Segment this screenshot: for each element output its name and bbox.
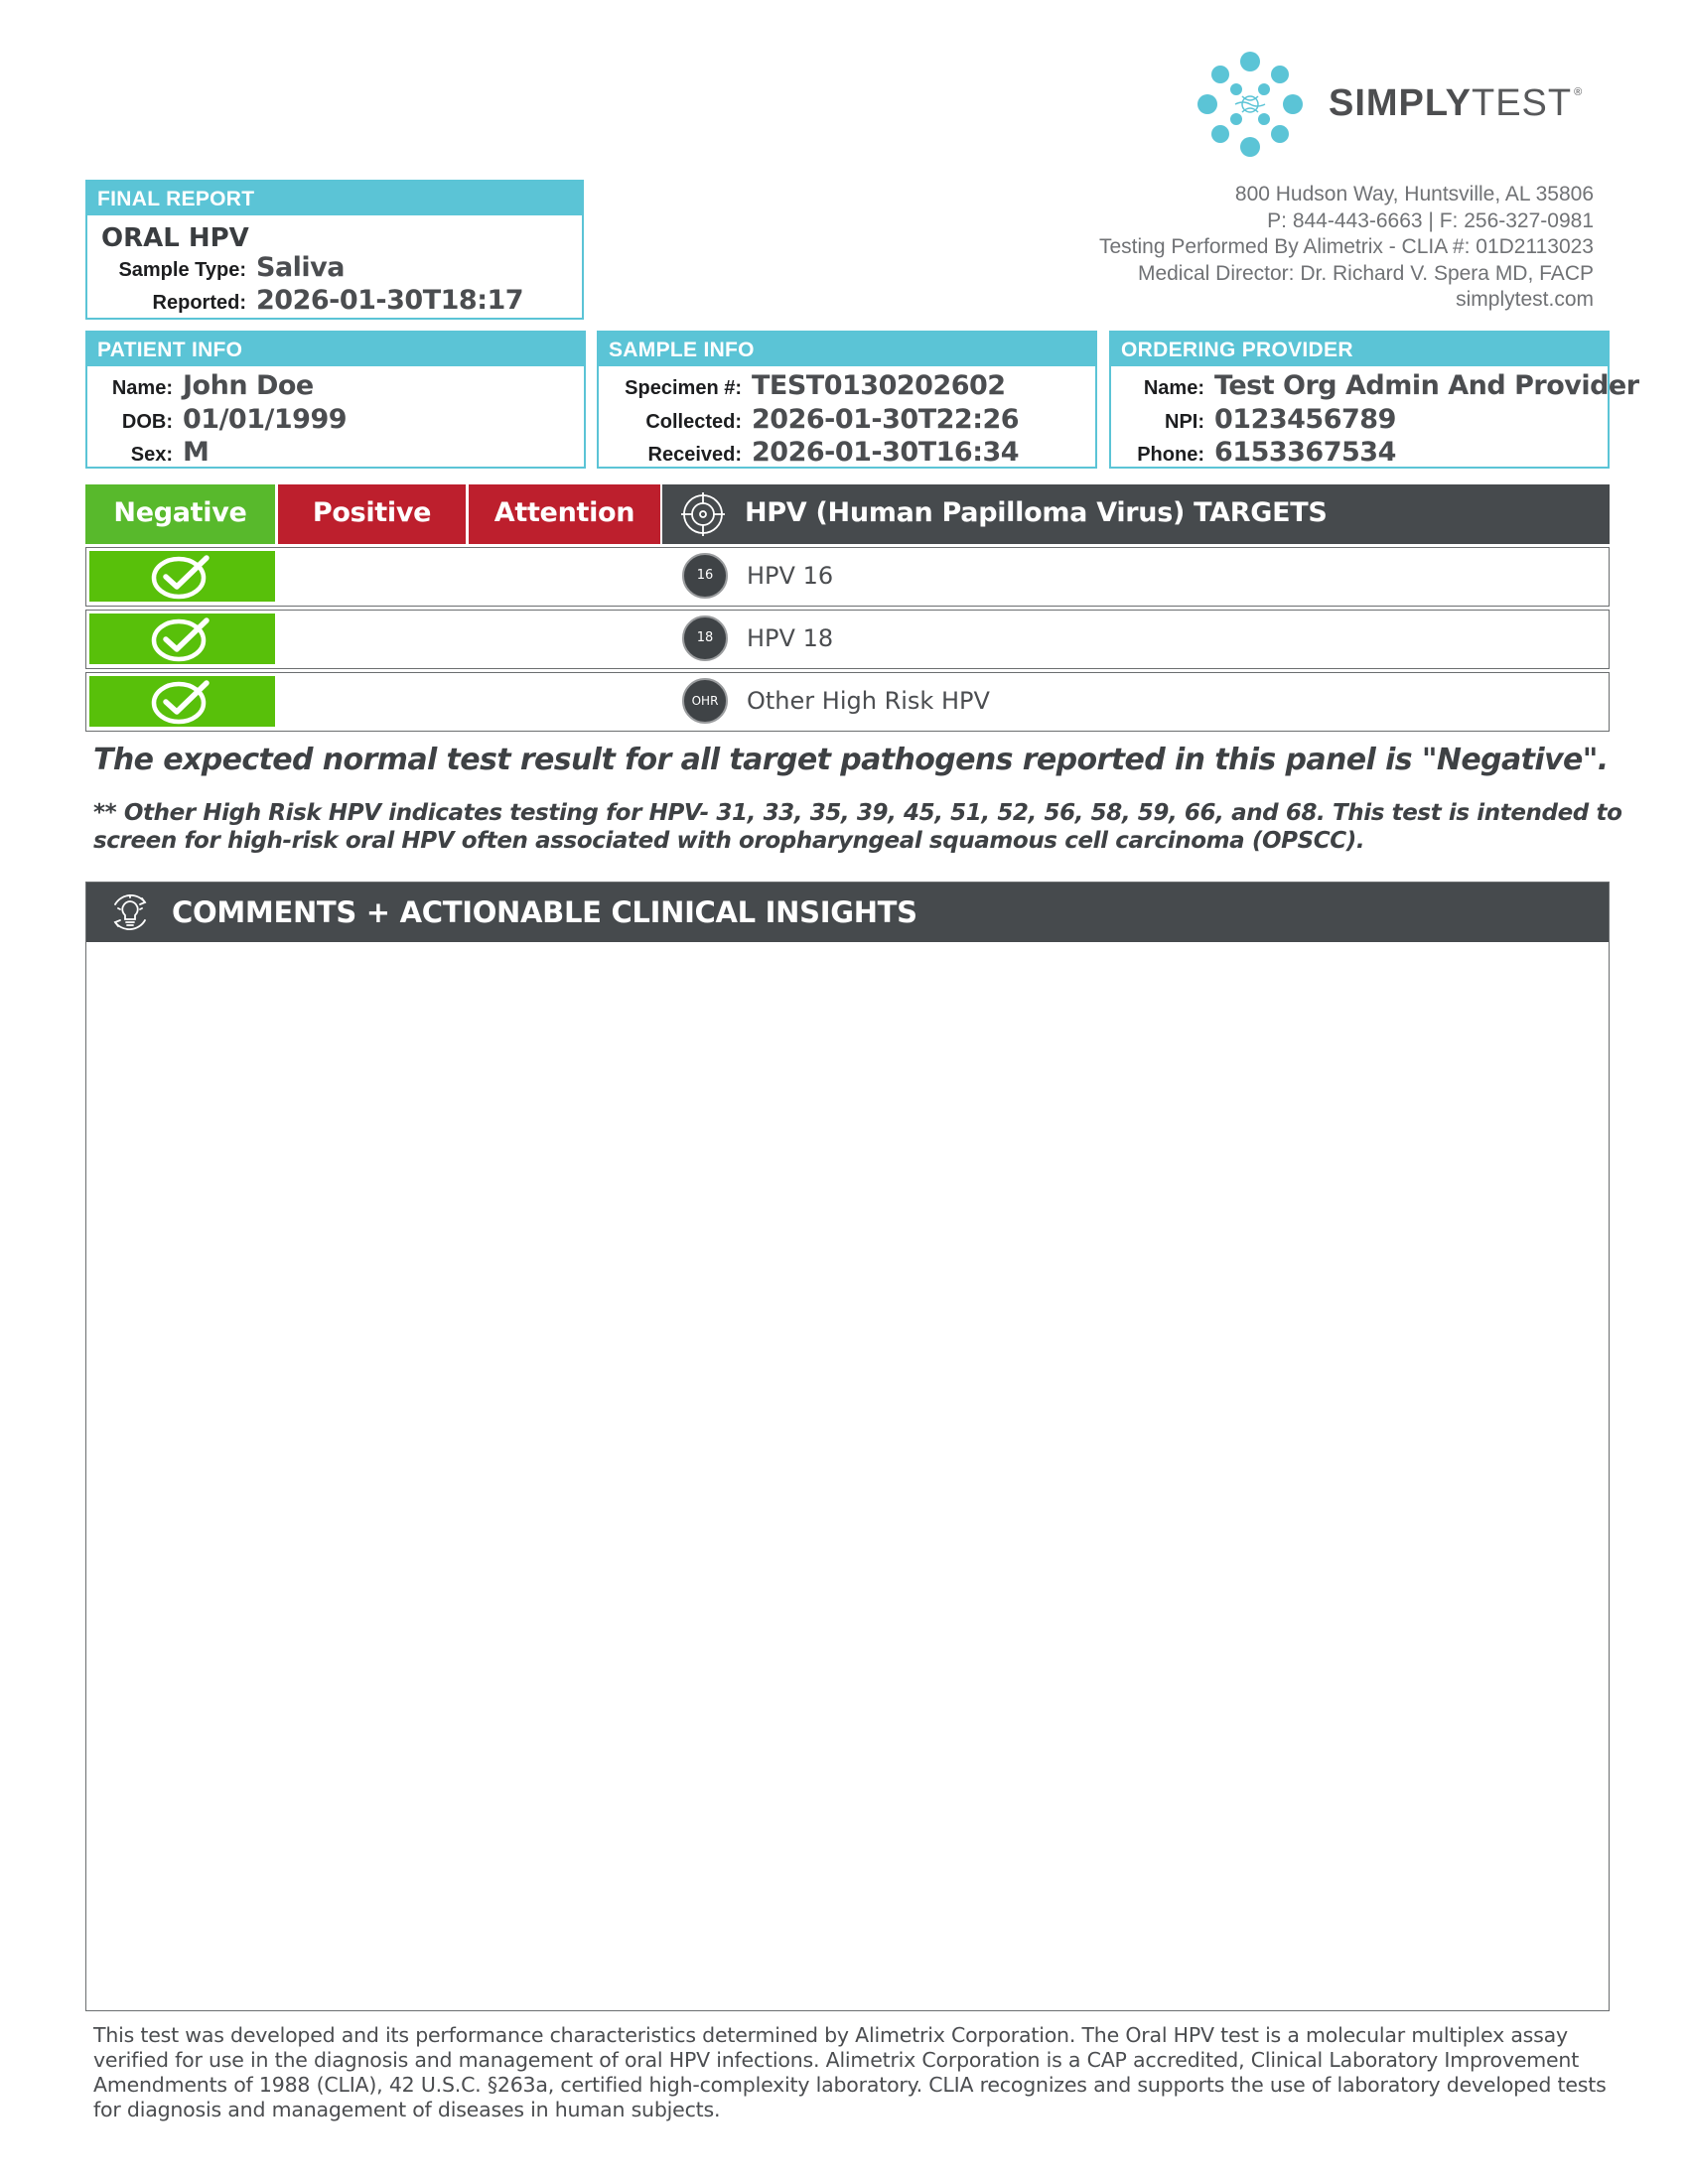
footer-disclaimer: This test was developed and its performance characteristics determined by Alimetrix Corporation. The Oral HPV test is a molecular multiplex assay verified for use in the diagnosis and management of oral HPV infections. Alimetrix Corporation is a CAP accredited, Clinical Laboratory Improvement Amendments of 1988 (CLIA), 42 U.S.C. §263a, certified high-complexity laboratory. CLIA recognizes and supports the use of laboratory developed tests for diagnosis and management of diseases in human subjects.: [93, 2023, 1607, 2121]
collected-label: Collected:: [645, 411, 742, 433]
target-crosshair-icon: [680, 491, 726, 537]
sample-info-header: SAMPLE INFO: [599, 333, 1095, 366]
result-row-other-high-risk: [85, 672, 1610, 732]
hpv18-badge: 18: [682, 615, 728, 661]
website-link[interactable]: simplytest.com: [1456, 288, 1594, 311]
ordering-provider-box: [1109, 331, 1639, 469]
other-high-risk-note: ** Other High Risk HPV indicates testing for HPV- 31, 33, 35, 39, 45, 51, 52, 56, 58, 59, 66, and 68. This test is intended to screen for high-risk oral HPV often associated with oropharyngeal squamous cell carcinoma (OPSCC).: [93, 800, 1622, 854]
logo-dots-icon: [1187, 50, 1316, 159]
target-name: HPV 18: [747, 624, 834, 652]
lightbulb-insight-icon: [106, 888, 154, 936]
sex-value: M: [183, 437, 210, 468]
lab-address-block: [1099, 182, 1594, 314]
logo-wordmark: SIMPLYTEST ®: [1329, 82, 1584, 124]
sample-type-value: Saliva: [256, 252, 345, 283]
ordering-provider-header: ORDERING PROVIDER: [1111, 333, 1608, 366]
hpv16-badge: 16: [682, 553, 728, 599]
patient-name-value: John Doe: [183, 370, 314, 401]
patient-name-label: Name:: [111, 377, 173, 399]
attention-column-header: Attention: [469, 484, 660, 544]
comments-header-label: COMMENTS + ACTIONABLE CLINICAL INSIGHTS: [172, 895, 917, 929]
reported-label: Reported:: [152, 292, 246, 314]
received-label: Received:: [647, 444, 742, 466]
reported-value: 2026-01-30T18:17: [256, 285, 524, 316]
clia-line: Testing Performed By Alimetrix - CLIA #: 01D2113023: [1098, 235, 1594, 258]
npi-value: 0123456789: [1214, 404, 1396, 435]
check-circle-icon: [151, 554, 211, 600]
comments-body: [86, 942, 1609, 966]
expected-result-note: The expected normal test result for all target pathogens reported in this panel is "Negative".: [93, 743, 1609, 777]
received-value: 2026-01-30T16:34: [752, 437, 1020, 468]
comments-section: [85, 882, 1610, 2011]
negative-result-cell: [89, 551, 275, 602]
targets-header-label: HPV (Human Papilloma Virus) TARGETS: [745, 497, 1328, 528]
sample-type-label: Sample Type:: [118, 259, 246, 281]
medical-director-line: Medical Director: Dr. Richard V. Spera MD, FACP: [1137, 261, 1594, 285]
phone-label: Phone:: [1137, 444, 1204, 466]
final-report-header: FINAL REPORT: [87, 182, 582, 215]
comments-header: [86, 883, 1609, 942]
result-row-hpv16: [85, 547, 1610, 607]
collected-value: 2026-01-30T22:26: [752, 404, 1020, 435]
ohr-badge: OHR: [682, 678, 728, 724]
dob-label: DOB:: [121, 411, 173, 433]
test-name: ORAL HPV: [101, 223, 249, 253]
positive-column-header: Positive: [278, 484, 466, 544]
npi-label: NPI:: [1165, 411, 1204, 433]
patient-info-header: PATIENT INFO: [87, 333, 584, 366]
specimen-value: TEST0130202602: [752, 370, 1006, 401]
provider-name-label: Name:: [1143, 377, 1204, 399]
sex-label: Sex:: [130, 444, 173, 466]
negative-result-cell: [89, 614, 275, 664]
target-name: HPV 16: [747, 562, 834, 590]
check-circle-icon: [151, 616, 211, 662]
check-circle-icon: [151, 679, 211, 725]
final-report-box: [85, 180, 584, 320]
simplytest-logo: [1187, 50, 1604, 159]
specimen-label: Specimen #:: [625, 377, 742, 399]
targets-header: [662, 484, 1610, 544]
address-line: 800 Hudson Way, Huntsville, AL 35806: [1234, 183, 1594, 205]
target-name: Other High Risk HPV: [747, 687, 990, 715]
sample-info-box: [597, 331, 1097, 469]
provider-name-value: Test Org Admin And Provider: [1214, 370, 1639, 401]
phone-fax-line: P: 844-443-6663 | F: 256-327-0981: [1267, 208, 1594, 232]
result-row-hpv18: [85, 610, 1610, 669]
patient-info-box: [85, 331, 586, 469]
negative-column-header: Negative: [85, 484, 275, 544]
negative-result-cell: [89, 676, 275, 727]
dob-value: 01/01/1999: [183, 404, 348, 435]
phone-value: 6153367534: [1214, 437, 1396, 468]
